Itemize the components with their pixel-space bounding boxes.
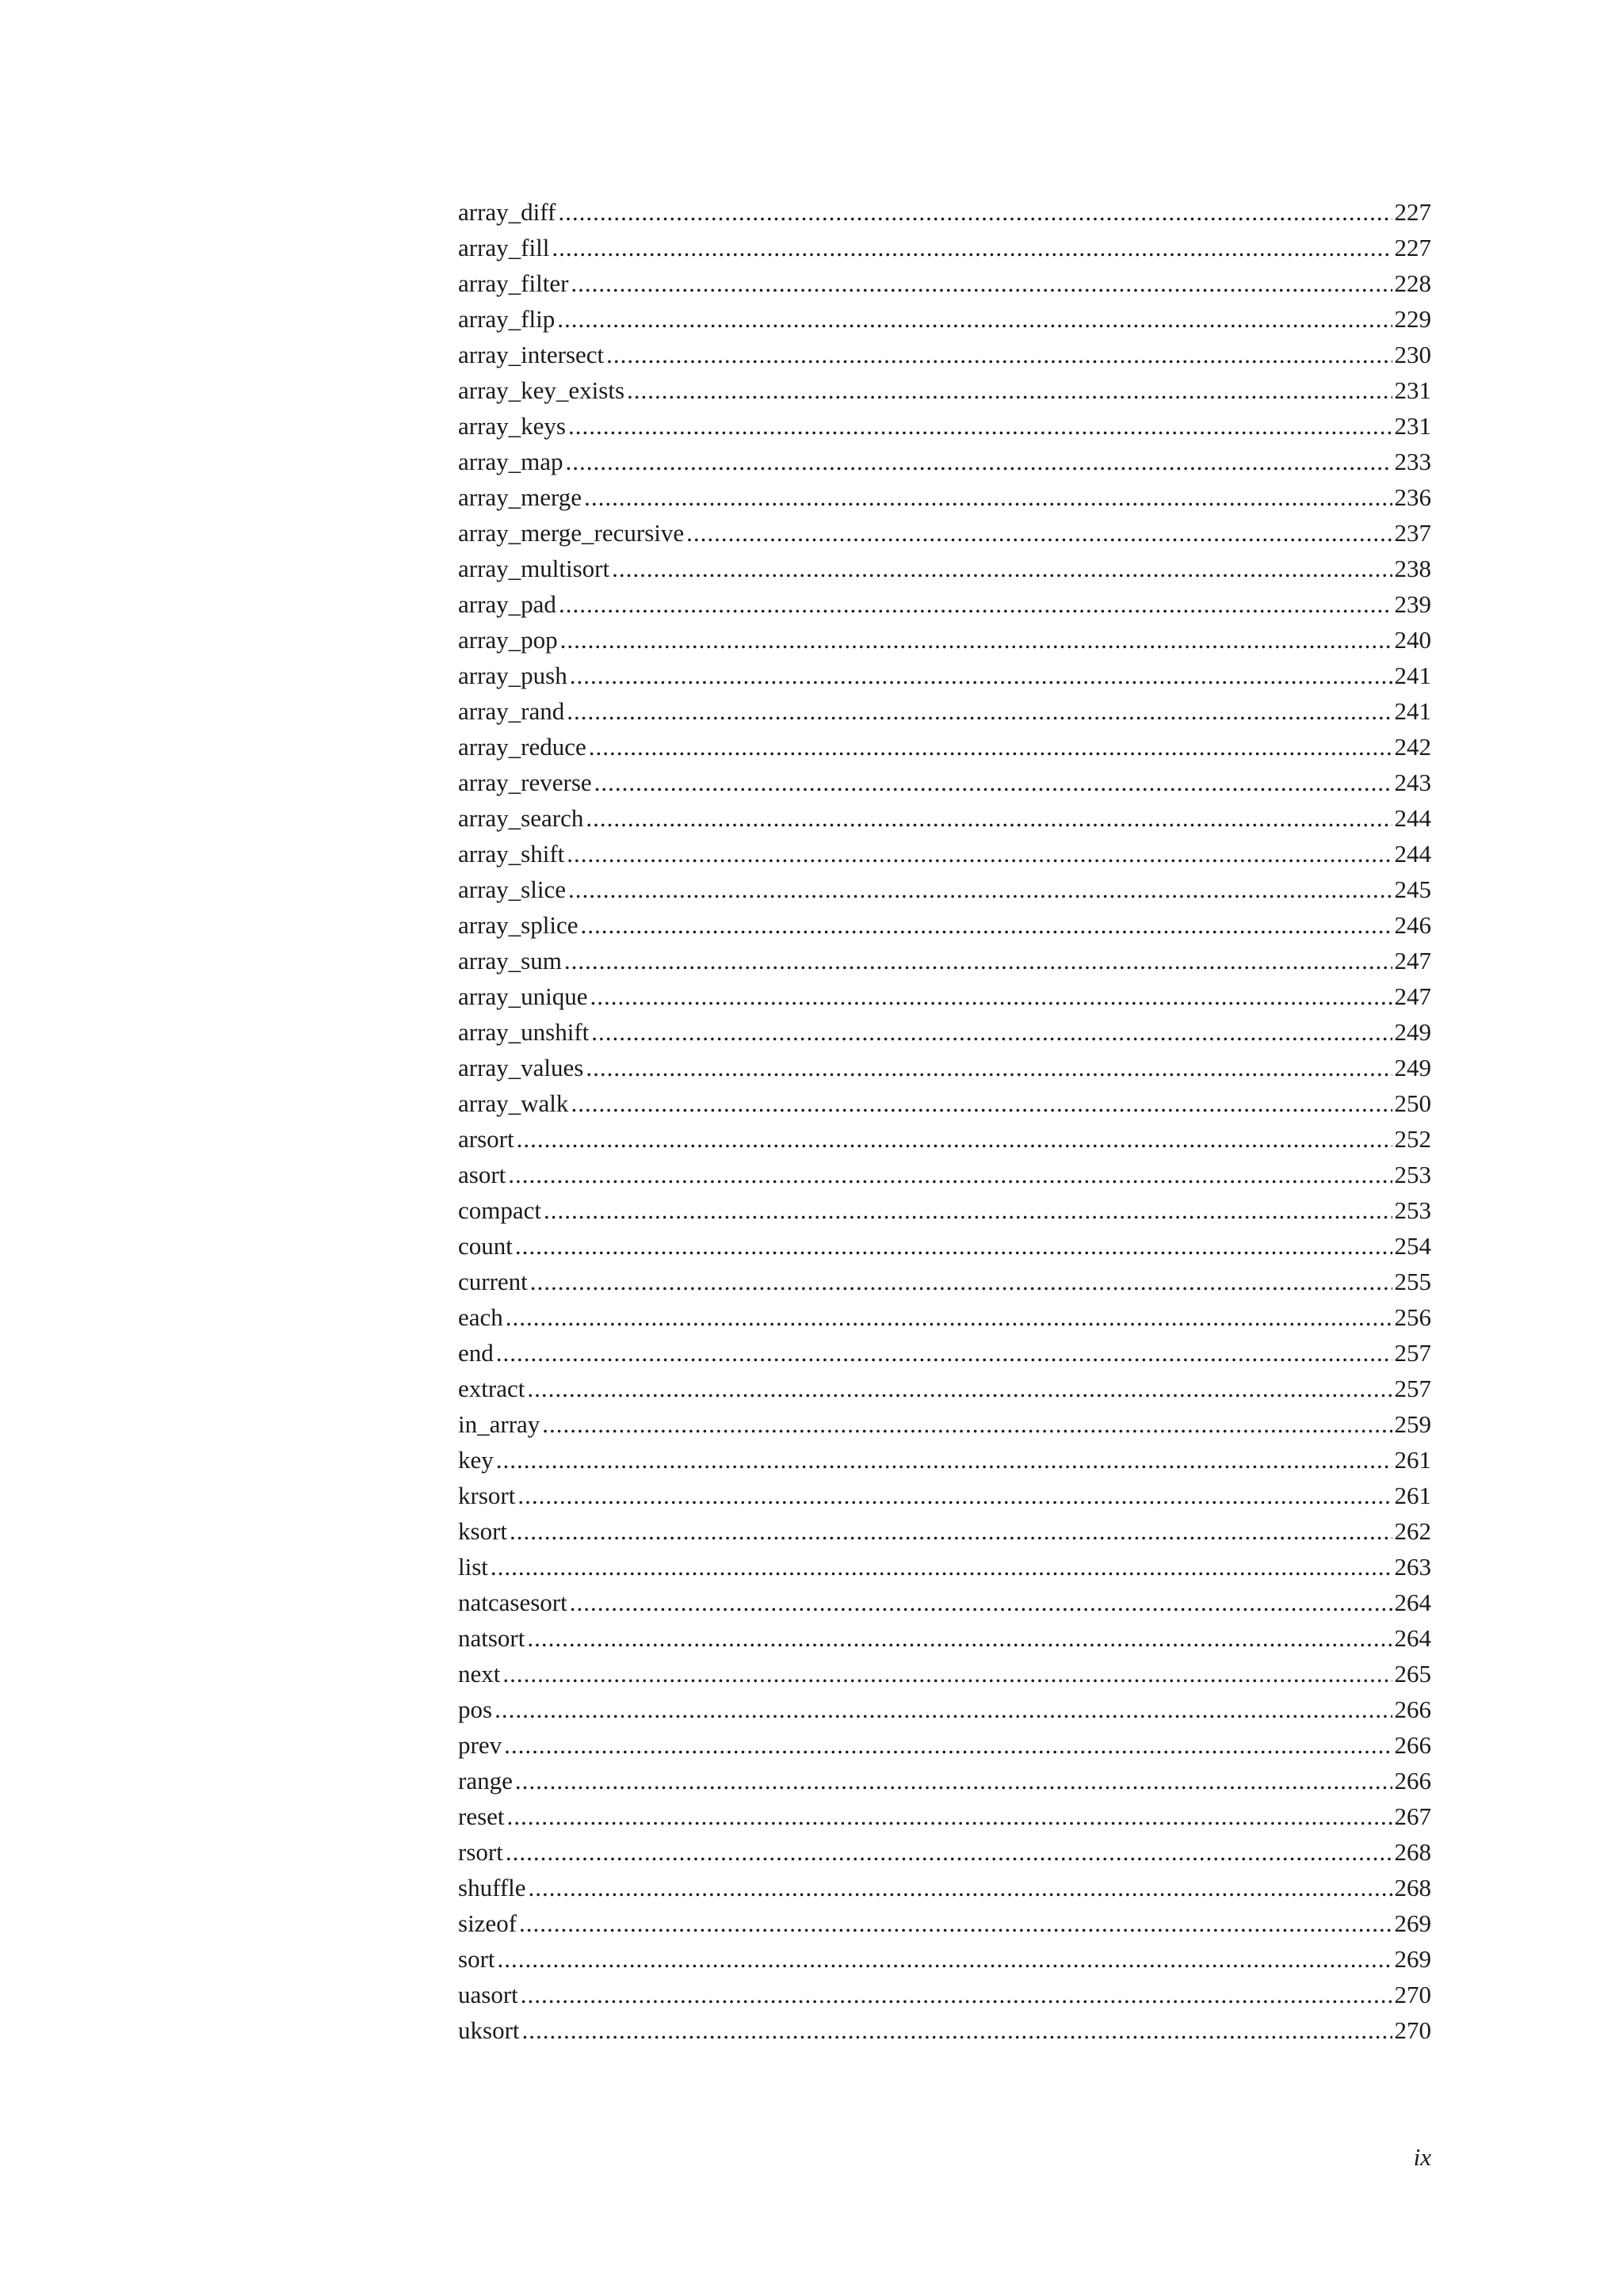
- toc-entry-page: 243: [1394, 769, 1431, 796]
- toc-entry-page: 230: [1394, 341, 1431, 368]
- toc-entry[interactable]: [458, 1371, 1431, 1406]
- toc-entry-title: array_merge: [458, 483, 582, 511]
- dot-leader: [496, 1442, 1392, 1478]
- dot-leader: [557, 301, 1392, 337]
- toc-entry[interactable]: [458, 1442, 1431, 1478]
- toc-entry-page: 268: [1394, 1838, 1431, 1866]
- toc-entry[interactable]: [458, 1478, 1431, 1513]
- toc-entry[interactable]: [458, 2012, 1431, 2048]
- toc-entry-page: 266: [1394, 1731, 1431, 1759]
- toc-entry[interactable]: [458, 1656, 1431, 1691]
- toc-entry-title: pos: [458, 1695, 493, 1723]
- toc-entry[interactable]: [458, 1335, 1431, 1371]
- toc-entry[interactable]: [458, 1585, 1431, 1620]
- dot-leader: [591, 1014, 1392, 1050]
- toc-entry-title: asort: [458, 1161, 506, 1188]
- toc-entry[interactable]: [458, 265, 1431, 301]
- toc-entry[interactable]: [458, 871, 1431, 907]
- toc-entry-title: array_unique: [458, 982, 588, 1010]
- toc-entry-title: array_map: [458, 448, 563, 475]
- toc-entry-page: 247: [1394, 982, 1431, 1010]
- toc-entry-title: extract: [458, 1375, 525, 1402]
- toc-entry[interactable]: [458, 1763, 1431, 1798]
- toc-entry-title: array_filter: [458, 269, 569, 297]
- dot-leader: [584, 479, 1392, 515]
- dot-leader: [527, 1620, 1392, 1656]
- toc-entry-title: next: [458, 1660, 501, 1688]
- toc-entry-page: 264: [1394, 1624, 1431, 1652]
- toc-entry-page: 249: [1394, 1018, 1431, 1046]
- toc-entry-title: array_values: [458, 1054, 584, 1081]
- toc-entry[interactable]: [458, 1264, 1431, 1299]
- dot-leader: [498, 1941, 1392, 1977]
- dot-leader: [527, 1371, 1392, 1406]
- dot-leader: [559, 586, 1392, 622]
- dot-leader: [544, 1192, 1392, 1228]
- toc-entry[interactable]: [458, 230, 1431, 265]
- toc-entry[interactable]: [458, 1977, 1431, 2012]
- toc-entry-page: 227: [1394, 234, 1431, 261]
- toc-entry-title: shuffle: [458, 1874, 526, 1901]
- dot-leader: [567, 693, 1392, 729]
- toc-entry-page: 261: [1394, 1446, 1431, 1474]
- toc-entry-page: 231: [1394, 412, 1431, 440]
- toc-entry[interactable]: [458, 1228, 1431, 1264]
- toc-entry[interactable]: [458, 1870, 1431, 1905]
- toc-entry-title: array_key_exists: [458, 376, 625, 404]
- toc-entry-page: 228: [1394, 269, 1431, 297]
- toc-entry-title: array_shift: [458, 840, 565, 868]
- toc-entry-page: 256: [1394, 1303, 1431, 1331]
- toc-entry[interactable]: [458, 978, 1431, 1014]
- dot-leader: [570, 658, 1392, 693]
- toc-entry-page: 269: [1394, 1909, 1431, 1937]
- toc-entry-title: natsort: [458, 1624, 525, 1652]
- toc-entry-page: 227: [1394, 198, 1431, 226]
- toc-entry-title: array_slice: [458, 875, 566, 903]
- dot-leader: [515, 1228, 1392, 1264]
- toc-entry-title: array_merge_recursive: [458, 519, 685, 547]
- dot-leader: [508, 1157, 1392, 1192]
- toc-entry[interactable]: [458, 479, 1431, 515]
- toc-entry[interactable]: [458, 1513, 1431, 1549]
- toc-entry-title: array_reduce: [458, 733, 586, 761]
- toc-entry-page: 259: [1394, 1410, 1431, 1438]
- toc-entry-page: 266: [1394, 1767, 1431, 1794]
- dot-leader: [552, 230, 1392, 265]
- toc-entry-title: uasort: [458, 1981, 518, 2008]
- toc-entry-title: reset: [458, 1802, 505, 1830]
- toc-entry-page: 265: [1394, 1660, 1431, 1688]
- dot-leader: [530, 1264, 1392, 1299]
- toc-entry[interactable]: [458, 1798, 1431, 1834]
- toc-entry-title: sort: [458, 1945, 495, 1973]
- toc-entry-page: 237: [1394, 519, 1431, 547]
- toc-entry-title: prev: [458, 1731, 502, 1759]
- dot-leader: [529, 1870, 1392, 1905]
- toc-entry-page: 270: [1394, 2016, 1431, 2044]
- toc-entry[interactable]: [458, 1121, 1431, 1157]
- toc-entry-title: array_pad: [458, 590, 556, 618]
- toc-entry-title: array_intersect: [458, 341, 605, 368]
- dot-leader: [586, 1050, 1392, 1085]
- toc-entry[interactable]: [458, 444, 1431, 479]
- toc-entry-title: natcasesort: [458, 1589, 567, 1616]
- toc-entry-page: 241: [1394, 697, 1431, 725]
- toc-entry-title: array_multisort: [458, 555, 610, 582]
- toc-entry[interactable]: [458, 586, 1431, 622]
- toc-entry[interactable]: [458, 1727, 1431, 1763]
- toc-entry[interactable]: [458, 765, 1431, 800]
- dot-leader: [522, 2012, 1392, 2048]
- toc-entry[interactable]: [458, 1620, 1431, 1656]
- toc-entry-page: 245: [1394, 875, 1431, 903]
- toc-entry-title: sizeof: [458, 1909, 517, 1937]
- toc-entry-page: 254: [1394, 1232, 1431, 1260]
- toc-entry-page: 268: [1394, 1874, 1431, 1901]
- toc-entry[interactable]: [458, 194, 1431, 230]
- toc-entry[interactable]: [458, 1905, 1431, 1941]
- toc-entry[interactable]: [458, 1941, 1431, 1977]
- toc-entry-page: 240: [1394, 626, 1431, 654]
- toc-entry-page: 253: [1394, 1161, 1431, 1188]
- toc-entry-page: 257: [1394, 1375, 1431, 1402]
- toc-entry[interactable]: [458, 622, 1431, 658]
- toc-entry[interactable]: [458, 1157, 1431, 1192]
- toc-entry[interactable]: [458, 408, 1431, 444]
- dot-leader: [519, 1905, 1392, 1941]
- toc-entry-title: compact: [458, 1196, 542, 1224]
- toc-entry-title: array_push: [458, 662, 567, 689]
- toc-entry-title: array_rand: [458, 697, 565, 725]
- toc-entry-title: array_unshift: [458, 1018, 590, 1046]
- dot-leader: [627, 372, 1392, 408]
- toc-entry-title: range: [458, 1767, 513, 1794]
- toc-entry-page: 261: [1394, 1482, 1431, 1509]
- dot-leader: [590, 978, 1392, 1014]
- toc-entry-title: end: [458, 1339, 494, 1367]
- toc-entry[interactable]: [458, 836, 1431, 871]
- dot-leader: [589, 729, 1392, 765]
- dot-leader: [504, 1727, 1392, 1763]
- toc-entry-page: 266: [1394, 1695, 1431, 1723]
- dot-leader: [571, 1085, 1392, 1121]
- toc-entry-page: 231: [1394, 376, 1431, 404]
- dot-leader: [571, 265, 1392, 301]
- toc-entry-title: list: [458, 1553, 488, 1581]
- dot-leader: [606, 337, 1392, 372]
- dot-leader: [542, 1406, 1392, 1442]
- toc-entry-page: 247: [1394, 947, 1431, 974]
- dot-leader: [507, 1798, 1392, 1834]
- toc-entry-title: array_pop: [458, 626, 558, 654]
- toc-entry-page: 246: [1394, 911, 1431, 939]
- table-of-contents: [458, 194, 1431, 2048]
- dot-leader: [686, 515, 1392, 551]
- toc-entry-page: 255: [1394, 1268, 1431, 1295]
- dot-leader: [517, 1478, 1392, 1513]
- toc-entry[interactable]: [458, 1014, 1431, 1050]
- toc-entry[interactable]: [458, 907, 1431, 943]
- toc-entry-title: array_splice: [458, 911, 579, 939]
- toc-entry-page: 270: [1394, 1981, 1431, 2008]
- toc-entry[interactable]: [458, 943, 1431, 978]
- toc-entry-title: in_array: [458, 1410, 540, 1438]
- toc-entry-title: array_keys: [458, 412, 566, 440]
- toc-entry-page: 257: [1394, 1339, 1431, 1367]
- dot-leader: [570, 1585, 1392, 1620]
- dot-leader: [567, 836, 1392, 871]
- toc-entry-title: count: [458, 1232, 513, 1260]
- toc-entry-title: array_walk: [458, 1089, 569, 1117]
- toc-entry-page: 238: [1394, 555, 1431, 582]
- toc-entry-title: array_fill: [458, 234, 550, 261]
- dot-leader: [510, 1513, 1392, 1549]
- dot-leader: [521, 1977, 1392, 2012]
- dot-leader: [491, 1549, 1392, 1585]
- toc-entry-page: 244: [1394, 840, 1431, 868]
- toc-entry[interactable]: [458, 1050, 1431, 1085]
- dot-leader: [558, 194, 1392, 230]
- toc-entry-title: array_flip: [458, 305, 556, 333]
- toc-entry-page: 242: [1394, 733, 1431, 761]
- dot-leader: [594, 765, 1392, 800]
- dot-leader: [506, 1834, 1392, 1870]
- toc-entry-title: each: [458, 1303, 503, 1331]
- toc-entry-title: uksort: [458, 2016, 520, 2044]
- toc-entry[interactable]: [458, 693, 1431, 729]
- dot-leader: [580, 907, 1392, 943]
- toc-entry-title: rsort: [458, 1838, 503, 1866]
- dot-leader: [502, 1656, 1392, 1691]
- dot-leader: [612, 551, 1392, 586]
- toc-entry-page: 241: [1394, 662, 1431, 689]
- toc-entry-page: 229: [1394, 305, 1431, 333]
- toc-entry[interactable]: [458, 800, 1431, 836]
- toc-entry[interactable]: [458, 1299, 1431, 1335]
- toc-entry-title: array_sum: [458, 947, 562, 974]
- toc-entry-page: 239: [1394, 590, 1431, 618]
- toc-entry[interactable]: [458, 515, 1431, 551]
- dot-leader: [506, 1299, 1392, 1335]
- dot-leader: [515, 1763, 1392, 1798]
- toc-entry-page: 244: [1394, 804, 1431, 832]
- page-number: ix: [1413, 2143, 1431, 2171]
- toc-entry-page: 253: [1394, 1196, 1431, 1224]
- toc-entry-title: array_search: [458, 804, 584, 832]
- toc-entry-page: 236: [1394, 483, 1431, 511]
- toc-entry[interactable]: [458, 1085, 1431, 1121]
- toc-entry-title: ksort: [458, 1517, 507, 1545]
- toc-entry[interactable]: [458, 372, 1431, 408]
- toc-entry-title: arsort: [458, 1125, 514, 1153]
- toc-entry-page: 269: [1394, 1945, 1431, 1973]
- dot-leader: [564, 943, 1392, 978]
- toc-entry[interactable]: [458, 1834, 1431, 1870]
- toc-entry[interactable]: [458, 1691, 1431, 1727]
- toc-entry-page: 267: [1394, 1802, 1431, 1830]
- toc-entry-page: 250: [1394, 1089, 1431, 1117]
- toc-entry[interactable]: [458, 337, 1431, 372]
- toc-entry-title: krsort: [458, 1482, 516, 1509]
- toc-entry[interactable]: [458, 1549, 1431, 1585]
- dot-leader: [560, 622, 1392, 658]
- toc-entry-title: array_reverse: [458, 769, 592, 796]
- toc-entry[interactable]: [458, 1192, 1431, 1228]
- toc-entry[interactable]: [458, 658, 1431, 693]
- toc-entry-page: 263: [1394, 1553, 1431, 1581]
- toc-entry-page: 233: [1394, 448, 1431, 475]
- toc-entry-page: 264: [1394, 1589, 1431, 1616]
- toc-entry-title: key: [458, 1446, 494, 1474]
- dot-leader: [566, 444, 1392, 479]
- toc-entry-page: 252: [1394, 1125, 1431, 1153]
- dot-leader: [496, 1335, 1392, 1371]
- dot-leader: [568, 408, 1392, 444]
- dot-leader: [568, 871, 1392, 907]
- toc-entry[interactable]: [458, 729, 1431, 765]
- toc-entry[interactable]: [458, 551, 1431, 586]
- toc-entry-title: array_diff: [458, 198, 556, 226]
- dot-leader: [517, 1121, 1392, 1157]
- toc-entry-page: 262: [1394, 1517, 1431, 1545]
- toc-entry-title: current: [458, 1268, 528, 1295]
- toc-entry[interactable]: [458, 301, 1431, 337]
- toc-entry[interactable]: [458, 1406, 1431, 1442]
- dot-leader: [495, 1691, 1392, 1727]
- toc-entry-page: 249: [1394, 1054, 1431, 1081]
- dot-leader: [586, 800, 1392, 836]
